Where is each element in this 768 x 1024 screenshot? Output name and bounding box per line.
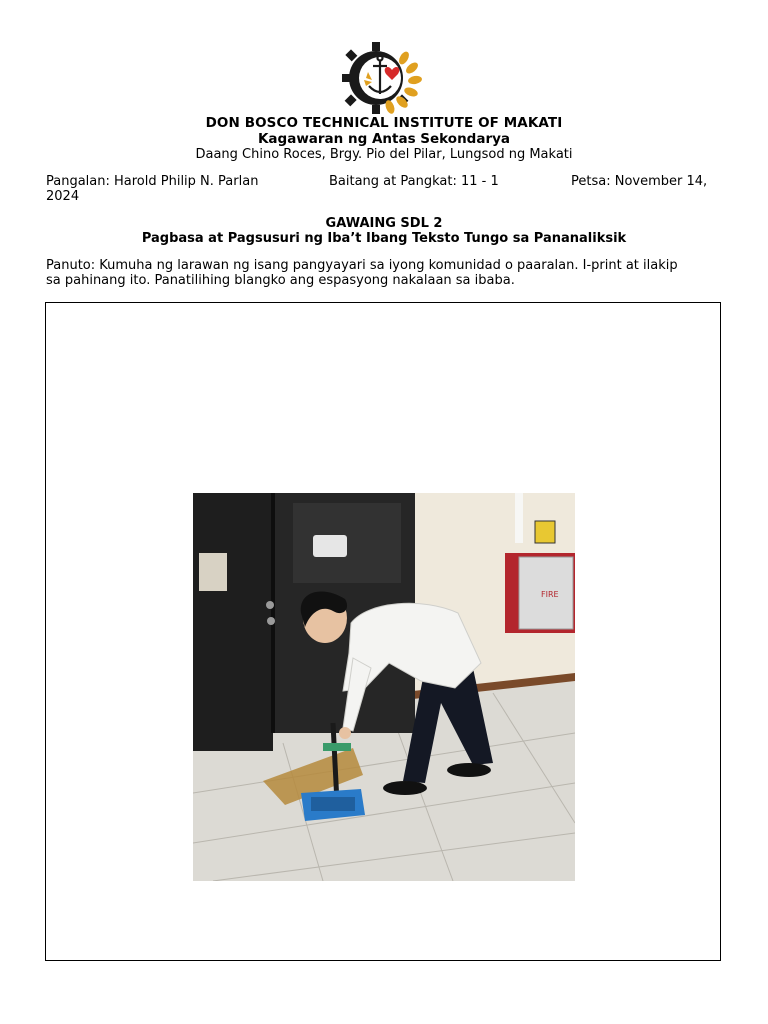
date-year: 2024: [46, 189, 80, 204]
photo-student-sweeping: [193, 493, 575, 881]
instructions: [46, 258, 726, 288]
school-logo-icon: [342, 40, 426, 116]
student-shoe-right: [447, 763, 491, 777]
instructions-line-2: sa pahinang ito. Panatilihing blangko ang espasyong nakalaan sa ibaba.: [46, 273, 515, 288]
door-left: [193, 493, 273, 751]
door-sign: [313, 535, 347, 557]
date-label: Petsa: November 14,: [571, 174, 708, 189]
fire-cabinet: [505, 553, 575, 633]
fire-cabinet-label: FIRE: [541, 590, 559, 599]
activity-title: GAWAING SDL 2: [325, 216, 443, 231]
student-shoe-left: [383, 781, 427, 795]
grade-section: Baitang at Pangkat: 11 - 1: [329, 174, 499, 189]
student-info: [46, 174, 726, 210]
door-knob: [266, 601, 274, 609]
student-name: Pangalan: Harold Philip N. Parlan: [46, 174, 259, 189]
school-name: DON BOSCO TECHNICAL INSTITUTE OF MAKATI: [205, 115, 563, 131]
department-name: Kagawaran ng Antas Sekondarya: [257, 131, 511, 147]
instructions-line-1: Panuto: Kumuha ng larawan ng isang pangyayari sa iyong komunidad o paaralan. I-print at ilakip: [46, 258, 678, 273]
school-address: Daang Chino Roces, Brgy. Pio del Pilar, Lungsod ng Makati: [195, 147, 573, 162]
warning-sign-icon: [535, 521, 555, 543]
activity-subtitle: Pagbasa at Pagsusuri ng Iba’t Ibang Teksto Tungo sa Pananaliksik: [141, 231, 627, 246]
